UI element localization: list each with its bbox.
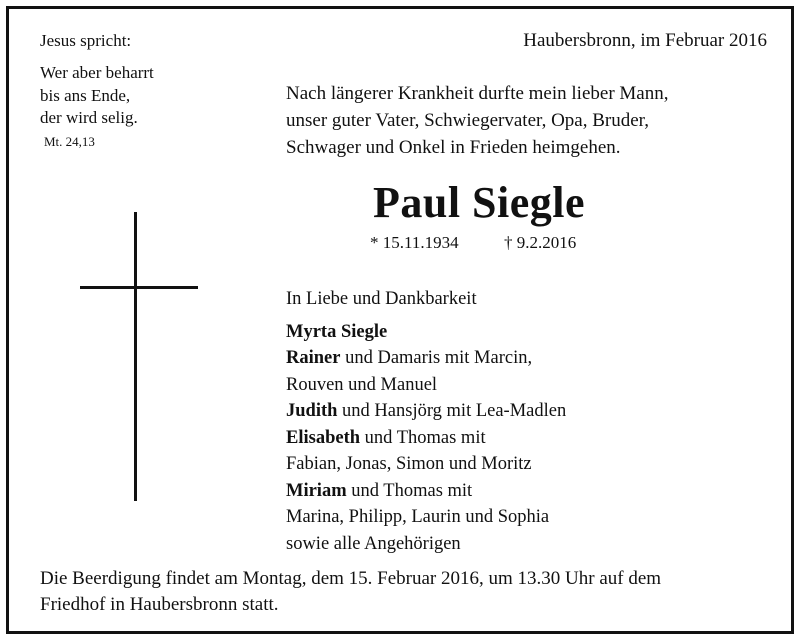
mourner-line: Marina, Philipp, Laurin und Sophia: [286, 507, 550, 527]
mourners-list: [286, 286, 566, 557]
mourner-line: Rainer und Damaris mit Marcin,: [286, 348, 533, 368]
cross-vertical-bar: [134, 212, 137, 501]
funeral-notice: [40, 566, 661, 618]
quote-intro: Jesus spricht:: [40, 31, 132, 50]
intro-text: [286, 80, 668, 161]
quote-line: der wird selig.: [40, 108, 138, 127]
mourner-line: Rouven und Manuel: [286, 374, 438, 395]
mourners-intro: In Liebe und Dankbarkeit: [286, 289, 477, 309]
deceased-name: Paul Siegle: [372, 178, 586, 227]
birth-date: * 15.11.1934: [370, 233, 459, 252]
intro-line: Nach längerer Krankheit durfte mein lieber Mann,: [286, 83, 669, 104]
mourner-line: Judith und Hansjörg mit Lea-Madlen: [286, 401, 567, 421]
bible-quote: [40, 62, 154, 130]
funeral-line: Friedhof in Haubersbronn statt.: [40, 594, 279, 615]
mourner-line: Fabian, Jonas, Simon und Moritz: [286, 454, 532, 474]
intro-line: Schwager und Onkel in Frieden heimgehen.: [286, 137, 621, 158]
mourner-line: Myrta Siegle: [286, 321, 388, 342]
cross-horizontal-bar: [80, 286, 198, 289]
quote-line: bis ans Ende,: [40, 85, 131, 105]
mourner-line: sowie alle Angehörigen: [286, 533, 461, 554]
mourner-line: Elisabeth und Thomas mit: [286, 427, 486, 448]
quote-line: Wer aber beharrt: [40, 63, 154, 82]
death-date: † 9.2.2016: [504, 233, 577, 252]
mourner-line: Miriam und Thomas mit: [286, 480, 473, 501]
funeral-line: Die Beerdigung findet am Montag, dem 15. Februar 2016, um 13.30 Uhr auf dem: [40, 568, 662, 589]
intro-line: unser guter Vater, Schwiegervater, Opa, Bruder,: [286, 110, 649, 131]
place-date: Haubersbronn, im Februar 2016: [523, 30, 767, 51]
quote-reference: Mt. 24,13: [44, 134, 95, 149]
